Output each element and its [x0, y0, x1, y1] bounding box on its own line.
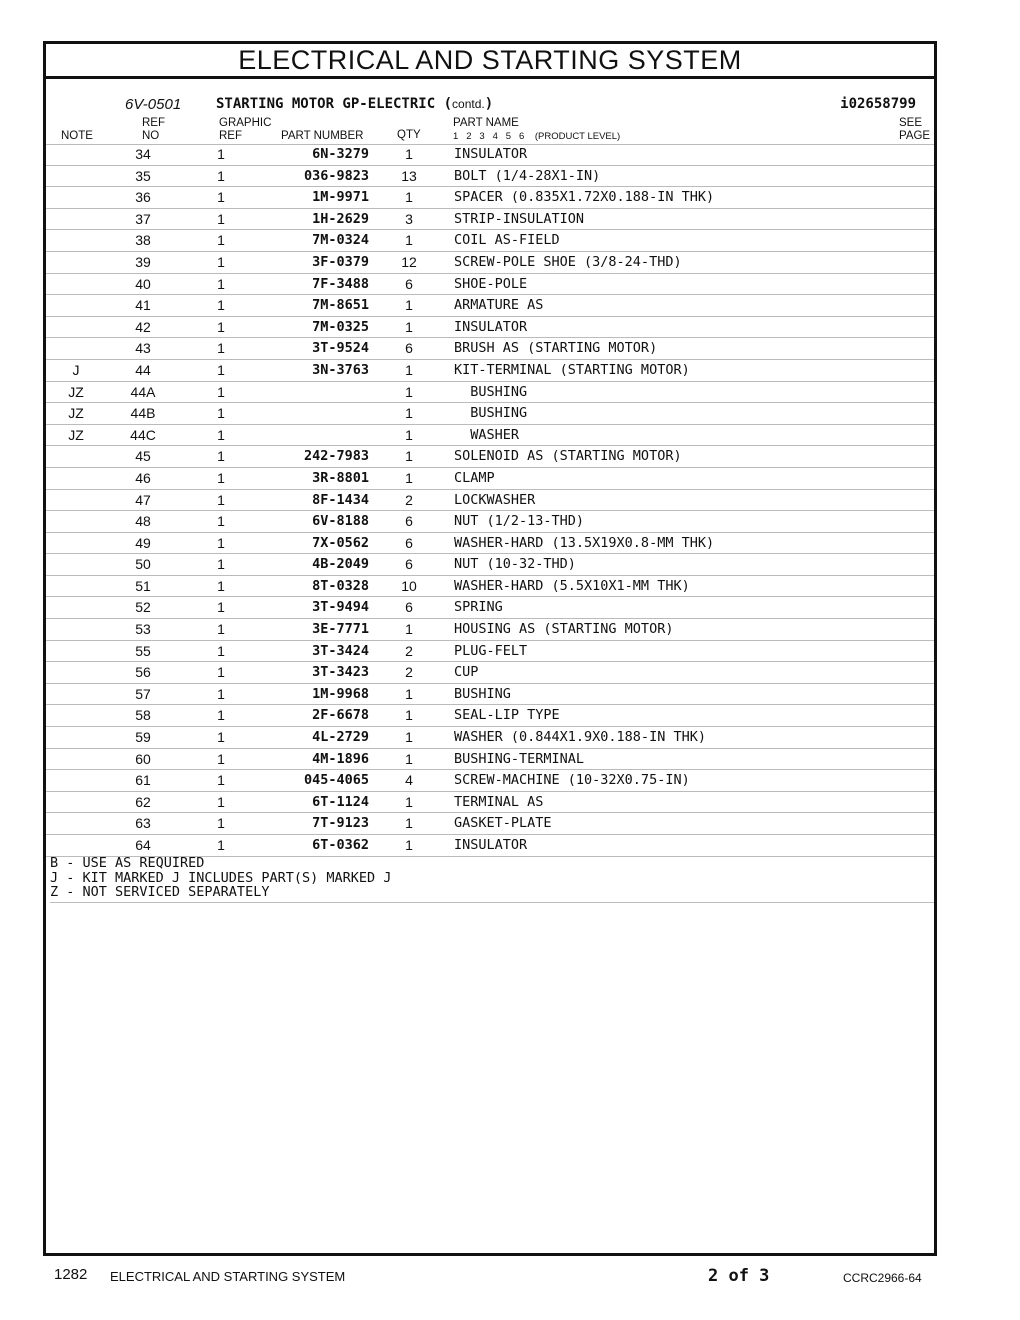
- row-qty: 1: [405, 232, 413, 249]
- row-graphic-ref: 1: [217, 729, 225, 746]
- row-ref-no: 34: [135, 146, 151, 162]
- row-ref-no: 61: [135, 772, 151, 789]
- row-graphic-ref: 1: [217, 167, 225, 184]
- row-qty: 2: [405, 642, 413, 659]
- row-qty: 1: [405, 405, 413, 422]
- footer-page-of: 2 of 3: [708, 1266, 770, 1286]
- row-part-number: 7X-0562: [312, 534, 369, 551]
- row-part-name: CLAMP: [454, 469, 495, 486]
- table-row: [46, 597, 934, 619]
- row-ref-no: 51: [135, 577, 151, 594]
- table-row: [46, 295, 934, 317]
- col-note: NOTE: [61, 130, 93, 142]
- table-row: [46, 684, 934, 706]
- table-row: [46, 187, 934, 209]
- row-ref-no: 56: [135, 664, 151, 681]
- table-row: [46, 166, 934, 188]
- page-footer: [0, 1266, 1020, 1290]
- col-graphic-line1: GRAPHIC: [219, 117, 272, 129]
- row-qty: 1: [405, 685, 413, 702]
- row-part-number: 3R-8801: [312, 469, 369, 486]
- row-ref-no: 59: [135, 729, 151, 746]
- row-graphic-ref: 1: [217, 642, 225, 659]
- row-qty: 1: [405, 383, 413, 400]
- row-graphic-ref: 1: [217, 189, 225, 206]
- row-ref-no: 43: [135, 340, 151, 357]
- row-qty: 1: [405, 707, 413, 724]
- page-frame: [43, 41, 937, 1256]
- row-ref-no: 40: [135, 275, 151, 292]
- row-qty: 1: [405, 793, 413, 810]
- row-qty: 4: [405, 772, 413, 789]
- row-part-name: NUT (1/2-13-THD): [454, 513, 585, 530]
- row-ref-no: 35: [135, 167, 151, 184]
- row-ref-no: 47: [135, 491, 151, 508]
- row-part-number: 7T-9123: [312, 815, 369, 832]
- group-header: [46, 96, 934, 116]
- row-part-number: 1H-2629: [312, 210, 369, 227]
- row-graphic-ref: 1: [217, 318, 225, 335]
- row-part-name: INSULATOR: [454, 146, 528, 162]
- row-graphic-ref: 1: [217, 793, 225, 810]
- table-row: [46, 511, 934, 533]
- row-part-name: BUSHING: [454, 405, 528, 422]
- table-row: [46, 230, 934, 252]
- table-row: [46, 705, 934, 727]
- row-part-number: 3T-9524: [312, 340, 369, 357]
- col-product-level: 1 2 3 4 5 6 (PRODUCT LEVEL): [453, 131, 621, 142]
- table-row: [46, 209, 934, 231]
- row-part-name: BRUSH AS (STARTING MOTOR): [454, 340, 658, 357]
- row-ref-no: 49: [135, 534, 151, 551]
- row-ref-no: 63: [135, 815, 151, 832]
- group-paren-close: ): [484, 96, 494, 112]
- table-row: [46, 446, 934, 468]
- row-ref-no: 50: [135, 556, 151, 573]
- group-name-text: STARTING MOTOR GP-ELECTRIC: [216, 96, 436, 112]
- row-qty: 3: [405, 210, 413, 227]
- row-part-name: HOUSING AS (STARTING MOTOR): [454, 621, 674, 638]
- col-part-number: PART NUMBER: [281, 130, 364, 142]
- col-graphic-ref: [191, 117, 272, 142]
- row-part-number: 4L-2729: [312, 729, 369, 746]
- row-part-name: LOCKWASHER: [454, 491, 536, 508]
- group-code: i02658799: [840, 96, 916, 112]
- row-graphic-ref: 1: [217, 297, 225, 314]
- row-qty: 1: [405, 750, 413, 767]
- row-qty: 1: [405, 318, 413, 335]
- row-part-name: SPRING: [454, 599, 503, 616]
- row-part-name: SOLENOID AS (STARTING MOTOR): [454, 448, 682, 465]
- row-qty: 6: [405, 534, 413, 551]
- table-row: [46, 641, 934, 663]
- row-graphic-ref: 1: [217, 232, 225, 249]
- table-row: [46, 252, 934, 274]
- row-graphic-ref: 1: [217, 556, 225, 573]
- row-graphic-ref: 1: [217, 815, 225, 832]
- row-graphic-ref: 1: [217, 534, 225, 551]
- row-qty: 1: [405, 297, 413, 314]
- row-part-name: BUSHING: [454, 383, 528, 400]
- row-qty: 1: [405, 146, 413, 162]
- row-part-name: CUP: [454, 664, 479, 681]
- row-part-number: 2F-6678: [312, 707, 369, 724]
- table-row: [46, 533, 934, 555]
- table-row: [46, 382, 934, 404]
- row-graphic-ref: 1: [217, 621, 225, 638]
- row-graphic-ref: 1: [217, 210, 225, 227]
- row-qty: 1: [405, 361, 413, 378]
- row-ref-no: 44A: [130, 383, 156, 400]
- row-part-name: NUT (10-32-THD): [454, 556, 576, 573]
- row-part-number: 3N-3763: [312, 361, 369, 378]
- table-row: [46, 468, 934, 490]
- row-graphic-ref: 1: [217, 491, 225, 508]
- table-row: [46, 619, 934, 641]
- group-paren-open: (: [435, 96, 453, 112]
- row-note: J: [72, 361, 80, 378]
- note-j: J - KIT MARKED J INCLUDES PART(S) MARKED J: [50, 869, 392, 886]
- row-part-number: 4M-1896: [312, 750, 369, 767]
- row-part-name: ARMATURE AS: [454, 297, 544, 314]
- col-qty: QTY: [397, 129, 421, 141]
- row-graphic-ref: 1: [217, 599, 225, 616]
- row-graphic-ref: 1: [217, 707, 225, 724]
- row-part-name: INSULATOR: [454, 318, 528, 335]
- row-part-name: BUSHING: [454, 685, 511, 702]
- row-qty: 10: [401, 577, 417, 594]
- row-graphic-ref: 1: [217, 253, 225, 270]
- group-id: 6V-0501: [125, 96, 182, 113]
- row-part-number: 8T-0328: [312, 577, 369, 594]
- row-graphic-ref: 1: [217, 513, 225, 530]
- row-qty: 1: [405, 469, 413, 486]
- row-graphic-ref: 1: [217, 426, 225, 443]
- table-row: [46, 813, 934, 835]
- page-title: ELECTRICAL AND STARTING SYSTEM: [46, 44, 934, 79]
- col-see-page: [882, 117, 931, 142]
- row-graphic-ref: 1: [217, 837, 225, 853]
- row-note: JZ: [68, 426, 84, 443]
- row-graphic-ref: 1: [217, 340, 225, 357]
- row-graphic-ref: 1: [217, 383, 225, 400]
- row-part-number: 1M-9971: [312, 189, 369, 206]
- row-part-name: SEAL-LIP TYPE: [454, 707, 560, 724]
- row-graphic-ref: 1: [217, 275, 225, 292]
- row-part-name: WASHER-HARD (5.5X10X1-MM THK): [454, 577, 690, 594]
- row-graphic-ref: 1: [217, 772, 225, 789]
- row-ref-no: 44C: [130, 426, 156, 443]
- row-part-number: 7M-8651: [312, 297, 369, 314]
- row-part-name: KIT-TERMINAL (STARTING MOTOR): [454, 361, 690, 378]
- row-graphic-ref: 1: [217, 146, 225, 162]
- row-part-number: 4B-2049: [312, 556, 369, 573]
- table-row: [46, 274, 934, 296]
- table-row: [46, 576, 934, 598]
- row-graphic-ref: 1: [217, 361, 225, 378]
- row-graphic-ref: 1: [217, 750, 225, 767]
- group-name: [216, 96, 493, 112]
- row-part-number: 3T-3423: [312, 664, 369, 681]
- row-part-name: WASHER-HARD (13.5X19X0.8-MM THK): [454, 534, 715, 551]
- table-row: [46, 338, 934, 360]
- row-ref-no: 48: [135, 513, 151, 530]
- footer-section: ELECTRICAL AND STARTING SYSTEM: [110, 1269, 346, 1284]
- row-qty: 1: [405, 448, 413, 465]
- table-row: [46, 554, 934, 576]
- table-row: [46, 792, 934, 814]
- row-qty: 1: [405, 837, 413, 853]
- row-ref-no: 37: [135, 210, 151, 227]
- row-part-name: TERMINAL AS: [454, 793, 544, 810]
- group-contd: contd.: [452, 97, 485, 111]
- row-ref-no: 55: [135, 642, 151, 659]
- row-graphic-ref: 1: [217, 469, 225, 486]
- row-part-number: 3T-3424: [312, 642, 369, 659]
- footer-page-number: 1282: [54, 1266, 88, 1283]
- row-part-number: 6T-0362: [312, 837, 369, 853]
- row-qty: 6: [405, 513, 413, 530]
- row-part-number: 7F-3488: [312, 275, 369, 292]
- row-part-name: BUSHING-TERMINAL: [454, 750, 585, 767]
- row-qty: 6: [405, 599, 413, 616]
- row-part-number: 1M-9968: [312, 685, 369, 702]
- row-part-name: COIL AS-FIELD: [454, 232, 560, 249]
- row-qty: 1: [405, 621, 413, 638]
- table-row: [46, 425, 934, 447]
- note-b: B - USE AS REQUIRED: [50, 855, 205, 871]
- notes-legend: [50, 856, 934, 903]
- row-ref-no: 45: [135, 448, 151, 465]
- row-ref-no: 60: [135, 750, 151, 767]
- row-ref-no: 46: [135, 469, 151, 486]
- row-graphic-ref: 1: [217, 664, 225, 681]
- row-part-name: WASHER (0.844X1.9X0.188-IN THK): [454, 729, 706, 746]
- row-part-name: SHOE-POLE: [454, 275, 528, 292]
- row-part-number: 242-7983: [303, 448, 369, 465]
- row-part-number: 8F-1434: [312, 491, 369, 508]
- col-part-name: PART NAME: [453, 117, 519, 129]
- row-qty: 6: [405, 340, 413, 357]
- table-row: [46, 662, 934, 684]
- row-ref-no: 44B: [130, 405, 156, 422]
- row-ref-no: 58: [135, 707, 151, 724]
- row-part-number: 3F-0379: [312, 253, 369, 270]
- row-qty: 6: [405, 275, 413, 292]
- table-row: [46, 727, 934, 749]
- row-qty: 1: [405, 729, 413, 746]
- row-part-name: SPACER (0.835X1.72X0.188-IN THK): [454, 189, 715, 206]
- row-qty: 13: [401, 167, 417, 184]
- table-row: [46, 144, 934, 166]
- row-ref-no: 62: [135, 793, 151, 810]
- column-headers: [46, 116, 934, 145]
- table-row: [46, 770, 934, 792]
- col-graphic-line2: REF: [219, 130, 242, 142]
- row-graphic-ref: 1: [217, 685, 225, 702]
- row-part-number: 7M-0325: [312, 318, 369, 335]
- row-part-number: 7M-0324: [312, 232, 369, 249]
- row-part-number: 6V-8188: [312, 513, 369, 530]
- row-ref-no: 52: [135, 599, 151, 616]
- table-row: [46, 835, 934, 857]
- row-qty: 1: [405, 426, 413, 443]
- row-part-name: WASHER: [454, 426, 520, 443]
- row-qty: 2: [405, 491, 413, 508]
- row-part-number: 3T-9494: [312, 599, 369, 616]
- row-qty: 6: [405, 556, 413, 573]
- row-part-number: 045-4065: [303, 772, 369, 789]
- row-qty: 1: [405, 815, 413, 832]
- row-part-name: PLUG-FELT: [454, 642, 528, 659]
- row-qty: 1: [405, 189, 413, 206]
- col-see-line1: SEE: [899, 117, 923, 129]
- table-row: [46, 490, 934, 512]
- footer-doc-code: CCRC2966-64: [843, 1271, 922, 1285]
- row-note: JZ: [68, 383, 84, 400]
- row-ref-no: 41: [135, 297, 151, 314]
- row-graphic-ref: 1: [217, 577, 225, 594]
- row-part-name: SCREW-MACHINE (10-32X0.75-IN): [454, 772, 690, 789]
- row-ref-no: 36: [135, 189, 151, 206]
- table-row: [46, 749, 934, 771]
- col-ref-line1: REF: [142, 117, 165, 129]
- table-row: [46, 360, 934, 382]
- row-part-number: 6N-3279: [312, 146, 369, 162]
- row-graphic-ref: 1: [217, 405, 225, 422]
- row-part-name: SCREW-POLE SHOE (3/8-24-THD): [454, 253, 682, 270]
- row-qty: 2: [405, 664, 413, 681]
- row-part-number: 6T-1124: [312, 793, 369, 810]
- table-row: [46, 403, 934, 425]
- row-part-name: BOLT (1/4-28X1-IN): [454, 167, 601, 184]
- row-part-name: STRIP-INSULATION: [454, 210, 585, 227]
- row-part-name: INSULATOR: [454, 837, 528, 853]
- row-ref-no: 64: [135, 837, 151, 853]
- row-part-number: 036-9823: [303, 167, 369, 184]
- row-note: JZ: [68, 405, 84, 422]
- note-z: Z - NOT SERVICED SEPARATELY: [50, 884, 270, 900]
- row-qty: 12: [401, 253, 417, 270]
- col-ref-line2: NO: [142, 130, 160, 142]
- row-ref-no: 57: [135, 685, 151, 702]
- col-ref-no: [128, 117, 165, 142]
- row-ref-no: 38: [135, 232, 151, 249]
- row-part-name: GASKET-PLATE: [454, 815, 552, 832]
- table-row: [46, 317, 934, 339]
- parts-table: [46, 144, 934, 857]
- row-ref-no: 39: [135, 253, 151, 270]
- row-ref-no: 44: [135, 361, 151, 378]
- row-ref-no: 42: [135, 318, 151, 335]
- col-see-line2: PAGE: [899, 130, 931, 142]
- row-ref-no: 53: [135, 621, 151, 638]
- row-part-number: 3E-7771: [312, 621, 369, 638]
- row-graphic-ref: 1: [217, 448, 225, 465]
